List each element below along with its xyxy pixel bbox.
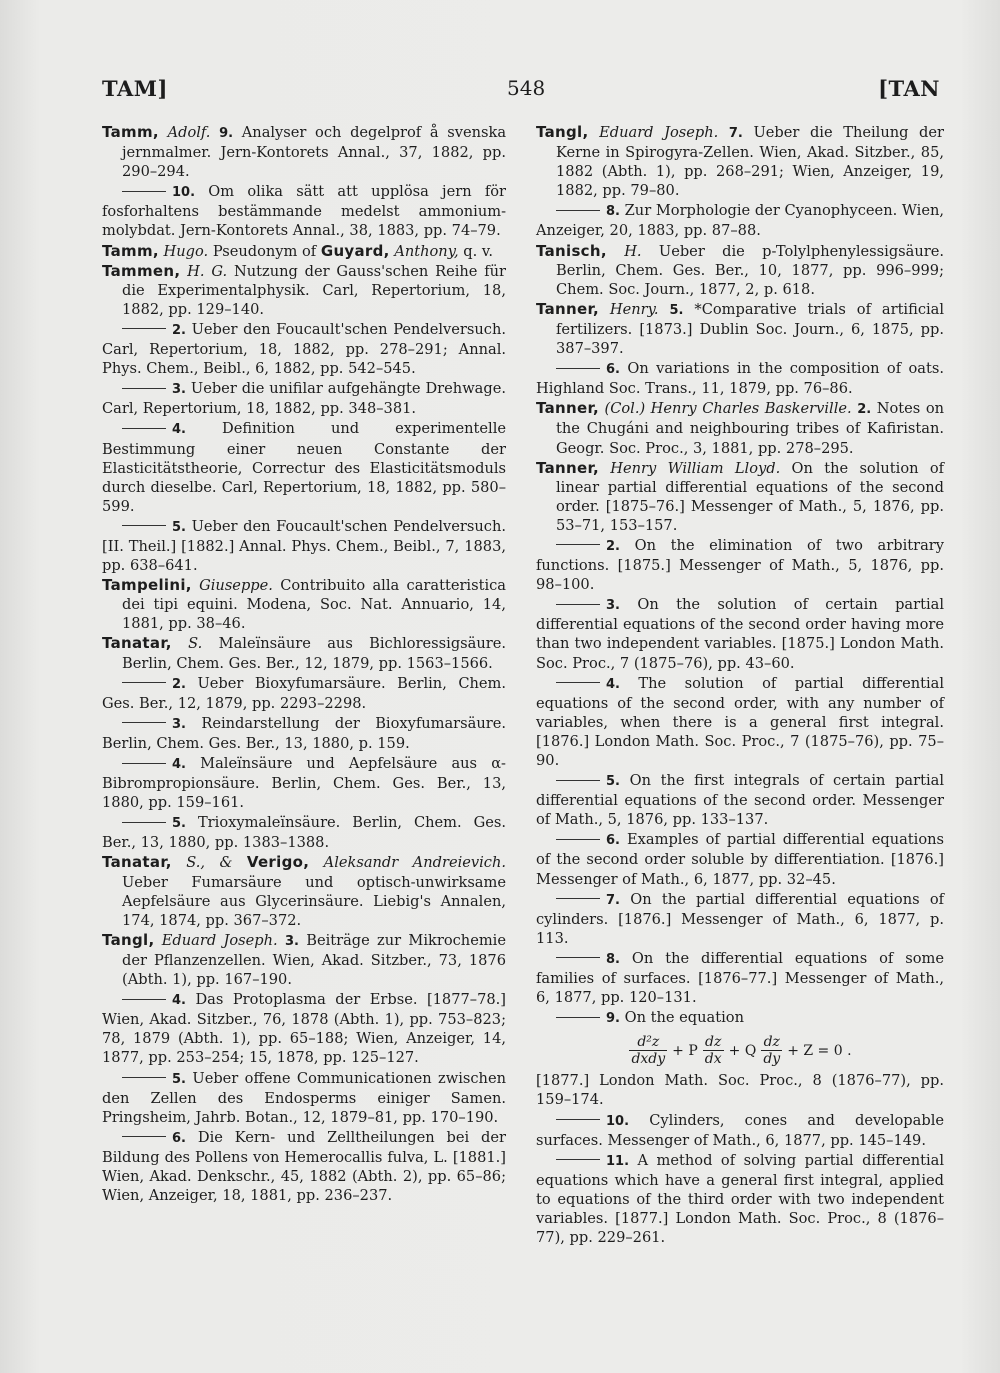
bibliography-subentry <box>102 419 506 515</box>
entry-number: 10. <box>172 185 196 201</box>
entry-number: 4. <box>606 676 620 692</box>
bibliography-subentry <box>102 754 506 812</box>
bibliography-subentry <box>536 1111 944 1150</box>
entry-text: On variations in the composition of oats. Highland Soc. Trans., 11, 1879, pp. 76–86. <box>536 360 944 398</box>
bibliography-subentry <box>536 949 944 1007</box>
entry-text: On the solution of linear partial differential equations of the second order. [1875–76.] Messenger of Math., 5, 1876, pp. 53–71, 153–157. <box>556 459 945 534</box>
entry-text: Contribuito alla caratteristica dei tipi equini. Modena, Soc. Nat. Annuario, 14, 1881, pp. 38–46. <box>122 577 506 633</box>
entry-number: 3. <box>606 598 620 614</box>
author-surname: Tangl, <box>536 123 589 141</box>
entry-number: 7. <box>606 892 620 908</box>
author-surname: Tanatar, <box>102 634 172 653</box>
entry-text: On the partial differential equations of cylinders. [1876.] Messenger of Math., 6, 1877, p. 113. <box>536 890 945 947</box>
ditto-dash <box>122 191 166 192</box>
author-surname: Tammen, <box>102 261 181 280</box>
entry-text: Analyser och degelprof å svenska jernmalmer. Jern-Kontorets Annal., 37, 1882, pp. 290–294. <box>122 124 507 181</box>
header-left: TAM] <box>102 76 168 101</box>
entry-number: 4. <box>172 993 186 1009</box>
author-given-name: S., & <box>186 854 233 872</box>
author-surname: Tamm, <box>102 123 159 141</box>
bibliography-entry <box>536 399 944 457</box>
cross-ref-note: q. v. <box>463 242 494 260</box>
bibliography-entry <box>102 576 506 633</box>
ditto-dash <box>556 898 600 899</box>
ditto-dash <box>122 682 166 683</box>
bibliography-subentry <box>102 517 506 575</box>
author-given-name: Adolf. <box>167 124 211 141</box>
entry-text: Ueber den Foucault'schen Pendelversuch. [II. Theil.] [1882.] Annal. Phys. Chem., Beibl., 7, 1883, pp. 638–641. <box>102 517 507 575</box>
ditto-dash <box>556 368 600 369</box>
entry-number: 3. <box>172 716 186 732</box>
entry-text: On the equation <box>624 1009 744 1027</box>
bibliography-entry <box>102 123 506 181</box>
entry-number: 10. <box>606 1113 630 1129</box>
entry-text: Reindarstellung der Bioxyfumarsäure. Berlin, Chem. Ges. Ber., 13, 1880, p. 159. <box>102 714 506 752</box>
fraction <box>761 1034 782 1067</box>
ditto-dash <box>122 999 166 1000</box>
running-header <box>102 76 940 106</box>
entry-text: Ueber die Theilung der Kerne in Spirogyra-Zellen. Wien, Akad. Sitzber., 85, 1882 (Abth. 1), pp. 268–291; Wien, Anzeiger, 19, 1882, pp. 79–80. <box>556 124 945 200</box>
entry-text: *Comparative trials of artificial fertilizers. [1873.] Dublin Soc. Journ., 6, 1875, pp. 387–397. <box>556 300 945 358</box>
entry-text: A method of solving partial differential equations which have a general first integral, applied to equations of the third order with two independent variables. [1877.] London Math. Soc. Proc., 8 (1876–77), pp. 229–261. <box>536 1151 945 1247</box>
fraction-denominator: dxdy <box>631 1051 666 1068</box>
entry-number: 2. <box>857 402 872 418</box>
entry-text: Ueber Fumarsäure und optisch-unwirksame Aepfelsäure aus Glycerinsäure. Liebig's Annalen, 174, 1874, pp. 367–372. <box>122 873 506 929</box>
entry-number: 11. <box>606 1153 630 1169</box>
entry-number: 6. <box>606 833 620 849</box>
author-surname: Tanner, <box>536 458 599 477</box>
bibliography-subentry <box>102 813 506 852</box>
bibliography-subentry <box>102 714 506 753</box>
entry-text: On the elimination of two arbitrary functions. [1875.] Messenger of Math., 5, 1876, pp. 98–100. <box>536 536 945 594</box>
cross-ref-given-name: Anthony, <box>394 242 459 260</box>
entry-number: 2. <box>172 676 186 692</box>
entry-text: [1877.] London Math. Soc. Proc., 8 (1876–77), pp. 159–174. <box>536 1072 944 1109</box>
ditto-dash <box>556 957 600 958</box>
entry-number: 2. <box>606 538 620 554</box>
author-given-name: S. <box>188 635 203 653</box>
bibliography-subentry <box>102 182 506 240</box>
entry-number: 8. <box>606 951 620 967</box>
ditto-dash <box>556 839 600 840</box>
entry-number: 5. <box>172 1071 186 1087</box>
equation-term: + P <box>672 1042 698 1059</box>
coauthor-surname: Verigo, <box>246 853 310 872</box>
ditto-dash <box>122 388 166 389</box>
coauthor-given-name: Aleksandr Andreievich. <box>323 854 507 872</box>
entry-text: Trioxymaleïnsäure. Berlin, Chem. Ges. Ber., 13, 1880, pp. 1383–1388. <box>102 814 506 852</box>
author-given-name: Henry. <box>609 300 659 318</box>
entry-text: Ueber offene Communicationen zwischen den Zellen des Endosperms einiger Samen. Pringsheim, Jahrb. Botan., 12, 1879–81, pp. 170–190. <box>102 1069 506 1126</box>
ditto-dash <box>556 210 600 211</box>
ditto-dash <box>556 780 600 781</box>
entry-number: 6. <box>606 362 620 378</box>
author-given-name: Eduard Joseph. <box>161 931 278 949</box>
entry-text: On the first integrals of certain partial differential equations of the second order. Messenger of Math., 5, 1876, pp. 133–137. <box>536 772 944 829</box>
entry-text: Die Kern- und Zelltheilungen bei der Bildung des Pollens von Hemerocallis fulva, L. [1881.] Wien, Akad. Denkschr., 45, 1882 (Abth. 2), pp. 65–86; Wien, Anzeiger, 18, 1881, pp. 236–237. <box>102 1128 507 1205</box>
equation-term: + Z = 0 . <box>787 1042 852 1059</box>
ditto-dash <box>122 722 166 723</box>
header-right: [TAN <box>878 76 940 101</box>
bibliography-subentry <box>536 830 944 888</box>
entry-number: 5. <box>669 302 684 318</box>
fraction-numerator: dz <box>761 1034 782 1051</box>
ditto-dash <box>556 1119 600 1120</box>
entry-text: Ueber Bioxyfumarsäure. Berlin, Chem. Ges. Ber., 12, 1879, pp. 2293–2298. <box>102 674 506 712</box>
ditto-dash <box>122 822 166 823</box>
author-given-name: Hugo. <box>163 242 209 260</box>
author-surname: Tamm, <box>102 241 159 260</box>
entry-number: 2. <box>172 322 186 338</box>
entry-text: Zur Morphologie der Cyanophyceen. Wien, Anzeiger, 20, 1883, pp. 87–88. <box>536 202 944 240</box>
bibliography-subentry <box>536 359 944 398</box>
ditto-dash <box>556 544 600 545</box>
entry-text: On the differential equations of some families of surfaces. [1876–77.] Messenger of Math., 6, 1877, pp. 120–131. <box>536 949 944 1007</box>
fraction-denominator: dy <box>763 1051 781 1068</box>
bibliography-subentry <box>536 1008 944 1028</box>
bibliography-subentry <box>536 771 944 829</box>
bibliography-subentry <box>536 890 944 948</box>
entry-text: Examples of partial differential equations of the second order soluble by differentiation. [1876.] Messenger of Math., 6, 1877, pp. 32–45. <box>536 831 944 888</box>
entry-text: Definition und experimentelle Bestimmung einer neuen Constante der Elasticitätstheorie, Correctur des Elasticitätsmoduls durch dieselbe. Carl, Repertorium, 18, 1882, pp. 580–599. <box>102 420 506 515</box>
ditto-dash <box>122 1077 166 1078</box>
entry-number: 5. <box>172 816 186 832</box>
ditto-dash <box>122 763 166 764</box>
fraction-denominator: dx <box>704 1051 722 1068</box>
entry-text: Nutzung der Gauss'schen Reihe für die Experimentalphysik. Carl, Repertorium, 18, 1882, pp. 129–140. <box>122 262 507 318</box>
entry-text: Om olika sätt att upplösa jern för fosforhaltens bestämmande medelst ammonium-molybdat. Jern-Kontorets Annal., 38, 1883, pp. 74–79. <box>102 183 507 240</box>
bibliography-subentry <box>536 595 944 672</box>
entry-text: Ueber die unifilar aufgehängte Drehwage. Carl, Repertorium, 18, 1882, pp. 348–381. <box>102 380 506 418</box>
bibliography-entry <box>536 242 944 299</box>
bibliography-subentry <box>536 674 944 770</box>
fraction-numerator: d²z <box>629 1034 667 1051</box>
author-given-name: H. G. <box>187 262 228 280</box>
bibliography-subentry <box>536 536 944 594</box>
entry-number: 4. <box>172 422 186 438</box>
entry-number: 5. <box>606 774 620 790</box>
author-surname: Tanner, <box>536 299 599 318</box>
author-given-name: Giuseppe. <box>199 577 273 595</box>
entry-number: 9. <box>606 1011 620 1027</box>
entry-text: Das Protoplasma der Erbse. [1877–78.] Wien, Akad. Sitzber., 76, 1878 (Abth. 1), pp. 753–823; 78, 1879 (Abth. 1), pp. 65–188; Wien, Anzeiger, 14, 1877, pp. 253–254; 15, 1878, pp. 125–127. <box>102 991 506 1067</box>
fraction <box>703 1034 724 1067</box>
entry-text: On the solution of certain partial differential equations of the second order having more than two independent variables. [1875.] London Math. Soc. Proc., 7 (1875–76), pp. 43–60. <box>536 596 945 672</box>
entry-text: Cylinders, cones and developable surfaces. Messenger of Math., 6, 1877, pp. 145–149. <box>536 1111 944 1149</box>
bibliography-subentry <box>102 379 506 418</box>
author-given-name: Henry William Lloyd. <box>610 459 781 477</box>
ditto-dash <box>122 525 166 526</box>
fraction <box>629 1034 667 1067</box>
bibliography-subentry <box>536 201 944 240</box>
equation <box>536 1034 944 1067</box>
bibliography-subentry <box>102 1069 506 1127</box>
ditto-dash <box>556 604 600 605</box>
entry-continuation <box>536 1071 944 1109</box>
entry-text: Maleïnsäure aus Bichloressigsäure. Berlin, Chem. Ges. Ber., 12, 1879, pp. 1563–1566. <box>122 635 507 672</box>
bibliography-entry <box>102 242 506 261</box>
entry-number: 3. <box>284 933 299 949</box>
bibliography-entry <box>536 123 944 200</box>
entry-text: Notes on the Chugáni and neighbouring tribes of Kafiristan. Geogr. Soc. Proc., 3, 1881, pp. 278–295. <box>556 400 945 457</box>
author-surname: Tanatar, <box>102 853 172 872</box>
bibliography-subentry <box>102 1128 506 1205</box>
ditto-dash <box>556 1017 600 1018</box>
bibliography-entry <box>102 931 506 989</box>
entry-text: Ueber die p-Tolylphenylessigsäure. Berlin, Chem. Ges. Ber., 10, 1877, pp. 996–999; Chem. Soc. Journ., 1877, 2, p. 618. <box>556 242 944 298</box>
bibliography-entry <box>102 853 506 929</box>
bibliography-entry <box>536 300 944 358</box>
right-column <box>536 123 944 1248</box>
ditto-dash <box>556 682 600 683</box>
ditto-dash <box>556 1159 600 1160</box>
entry-text: Beiträge zur Mikrochemie der Pflanzenzellen. Wien, Akad. Sitzber., 73, 1876 (Abth. 1), pp. 167–190. <box>122 931 506 989</box>
ditto-dash <box>122 1136 166 1137</box>
bibliography-entry <box>102 634 506 672</box>
author-given-name: Eduard Joseph. <box>599 124 719 141</box>
entry-number: 9. <box>219 126 234 141</box>
bibliography-subentry <box>102 674 506 713</box>
bibliography-subentry <box>102 990 506 1067</box>
equation-term: + Q <box>728 1042 757 1059</box>
left-column <box>102 123 506 1206</box>
author-given-name: H. <box>624 242 642 260</box>
entry-text: The solution of partial differential equations of the second order, with any number of variables, when there is a general first integral. [1876.] London Math. Soc. Proc., 7 (1875–76), pp. 75–90. <box>536 674 945 769</box>
entry-text: Pseudonym of <box>212 242 317 260</box>
entry-text: Maleïnsäure und Aepfelsäure aus α-Bibrompropionsäure. Berlin, Chem. Ges. Ber., 13, 1880, pp. 159–161. <box>102 755 506 812</box>
author-surname: Tampelini, <box>102 576 192 595</box>
entry-number: 8. <box>606 204 620 220</box>
cross-ref-surname: Guyard, <box>320 241 390 260</box>
bibliography-entry <box>536 459 944 535</box>
entry-number: 4. <box>172 757 186 772</box>
ditto-dash <box>122 328 166 329</box>
fraction-numerator: dz <box>703 1034 724 1051</box>
entry-text: Ueber den Foucault'schen Pendelversuch. Carl, Repertorium, 18, 1882, pp. 278–291; Annal. Phys. Chem., Beibl., 6, 1882, pp. 542–545. <box>102 320 507 378</box>
author-surname: Tanisch, <box>536 241 607 260</box>
author-surname: Tangl, <box>102 930 155 949</box>
author-given-name: (Col.) Henry Charles Baskerville. <box>604 400 852 418</box>
bibliography-subentry <box>102 320 506 378</box>
entry-number: 3. <box>172 382 186 398</box>
entry-number: 6. <box>172 1130 186 1146</box>
entry-number: 5. <box>172 519 186 535</box>
ditto-dash <box>122 428 166 429</box>
page-number: 548 <box>507 76 546 100</box>
bibliography-entry <box>102 262 506 319</box>
bibliography-subentry <box>536 1151 944 1247</box>
author-surname: Tanner, <box>536 399 599 418</box>
entry-number: 7. <box>728 126 743 141</box>
